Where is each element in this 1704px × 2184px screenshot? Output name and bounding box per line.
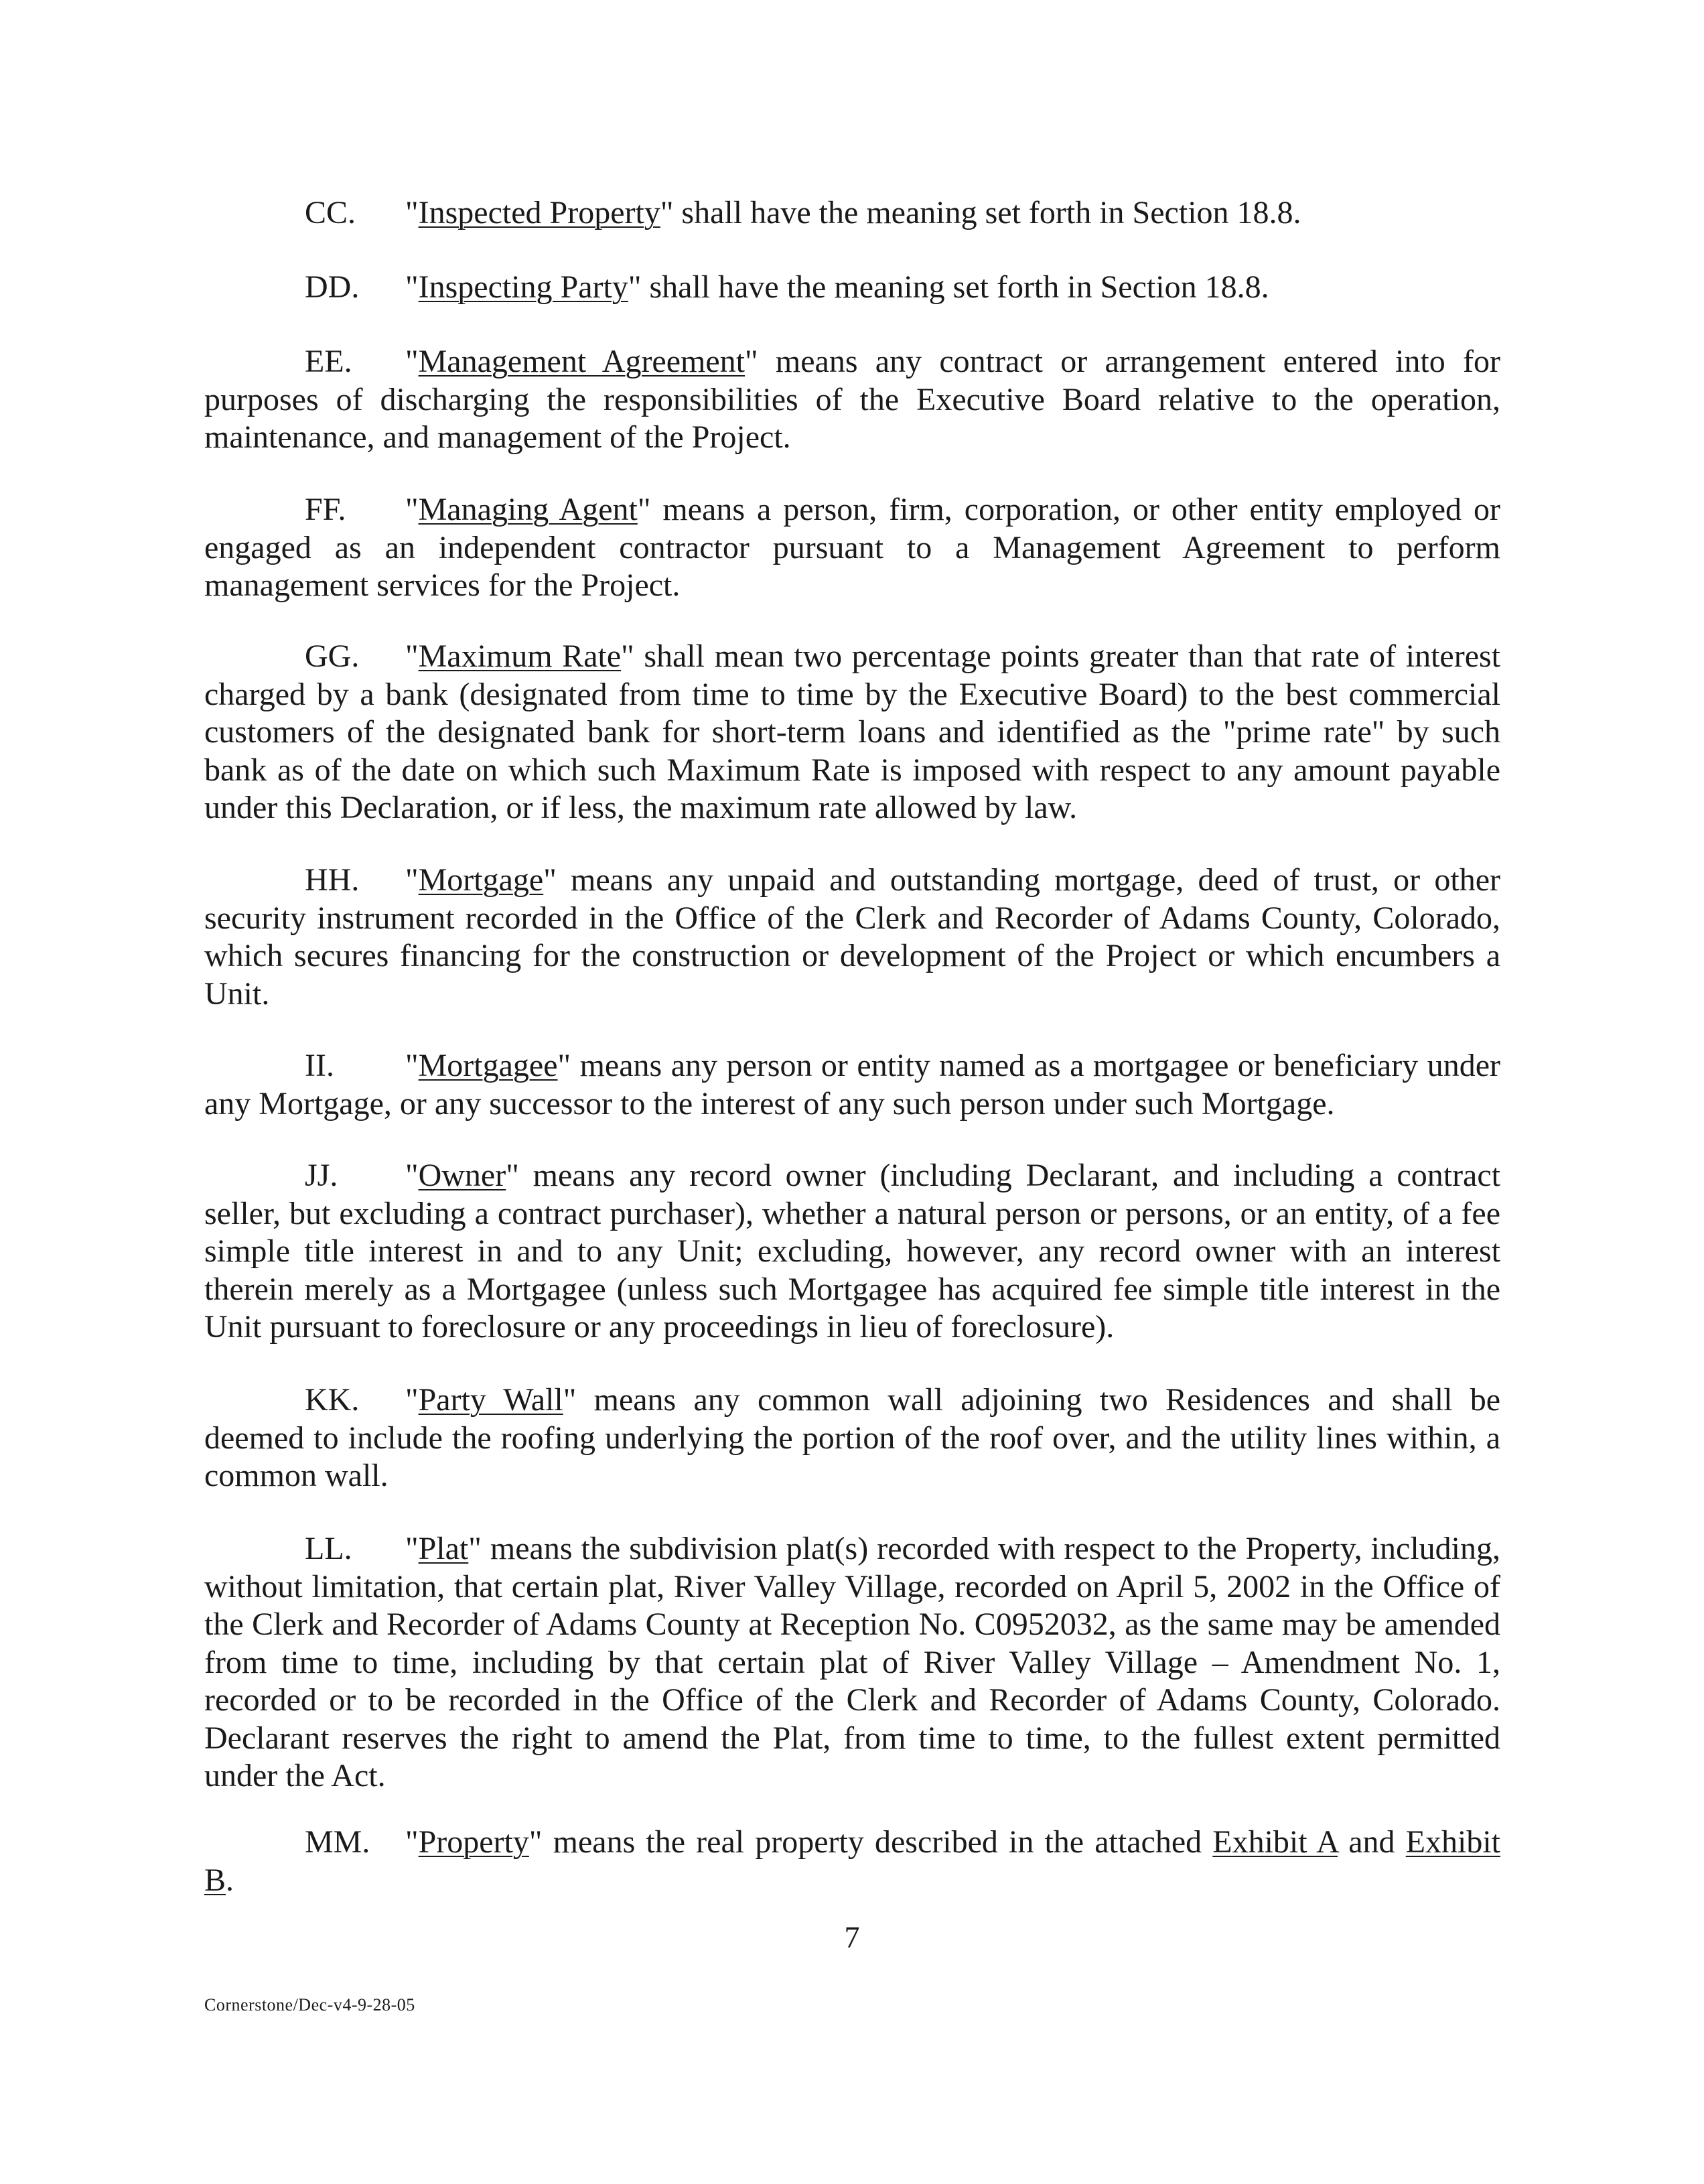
definition-label: KK. xyxy=(305,1382,360,1418)
definition-text: shall mean two percentage points greater than that rate of interest charged by a bank (designated from time to time by the Executive Board) to the best commercial customers of the designated bank for short-term loans and identified as the "prime rate" by such bank as of the date on which such Maximum Rate is imposed with respect to any amount payable under this Declaration, or if less, the maximum rate allowed by law. xyxy=(204,638,1501,825)
definition-text: means any unpaid and outstanding mortgage, deed of trust, or other security instrument recorded in the Office of the Clerk and Recorder of Adams County, Colorado, which secures financing for the construction or development of the Project or which encumbers a Unit. xyxy=(204,862,1500,1012)
document-footer: Cornerstone/Dec-v4-9-28-05 xyxy=(204,1995,415,2015)
definition-label: CC. xyxy=(305,195,356,230)
defined-term: Property xyxy=(418,1824,529,1860)
definition-text: means any person or entity named as a mortgagee or beneficiary under any Mortgage, or any successor to the interest of any such person under such Mortgage. xyxy=(204,1048,1500,1121)
definition-label: MM. xyxy=(305,1824,370,1860)
definition-ll: LL. "Plat" means the subdivision plat(s) recorded with respect to the Property, including, without limitation, that certain plat, River Valley Village, recorded on April 5, 2002 in the Office of the Clerk and Recorder of Adams County at Reception No. C0952032, as the same may be amended from time to time, including by that certain plat of River Valley Village – Amendment No. 1, recorded or to be recorded in the Office of the Clerk and Recorder of Adams County, Colorado. Declarant reserves the right to amend the Plat, from time to time, to the fullest extent permitted under the Act. xyxy=(204,1531,1500,1793)
definition-ee: EE. "Management Agreement" means any contract or arrangement entered into for purposes of discharging the responsibilities of the Executive Board relative to the operation, maintenance, and management of the Project. xyxy=(204,344,1501,455)
definition-label: DD. xyxy=(305,269,360,305)
definition-text: shall have the meaning set forth in Section 18.8. xyxy=(641,269,1269,305)
definition-ii: II. "Mortgagee" means any person or entity named as a mortgagee or beneficiary under any Mortgage, or any successor to the interest of any such person under such Mortgage. xyxy=(204,1048,1500,1121)
definition-text: means the subdivision plat(s) recorded with respect to the Property, including, without limitation, that certain plat, River Valley Village, recorded on April 5, 2002 in the Office of the Clerk and Recorder of Adams County at Reception No. C0952032, as the same may be amended from time to time, including by that certain plat of River Valley Village – Amendment No. 1, recorded or to be recorded in the Office of the Clerk and Recorder of Adams County, Colorado. Declarant reserves the right to amend the Plat, from time to time, to the fullest extent permitted under the Act. xyxy=(204,1531,1500,1793)
definition-text: means a person, firm, corporation, or other entity employed or engaged as an independent contractor pursuant to a Management Agreement to perform management services for the Project. xyxy=(204,492,1501,603)
defined-term: Mortgage xyxy=(418,862,544,898)
defined-term: Mortgagee xyxy=(418,1048,558,1083)
definition-mm: MM. "Property" means the real property described in the attached Exhibit A and Exhibit B. xyxy=(204,1824,1500,1898)
definition-text: shall have the meaning set forth in Section 18.8. xyxy=(673,195,1301,230)
definition-text: means the real property described in the attached xyxy=(542,1824,1213,1860)
definition-jj: JJ. "Owner" means any record owner (including Declarant, and including a contract seller, but excluding a contract purchaser), whether a natural person or persons, or an entity, of a fee simple title interest in and to any Unit; excluding, however, any record owner with an interest therein merely as a Mortgagee (unless such Mortgagee has acquired fee simple title interest in the Unit pursuant to foreclosure or any proceedings in lieu of foreclosure). xyxy=(204,1158,1500,1345)
defined-term: Managing Agent xyxy=(418,492,638,527)
defined-term: Management Agreement xyxy=(418,344,746,379)
definition-kk: KK. "Party Wall" means any common wall adjoining two Residences and shall be deemed to include the roofing underlying the portion of the roof over, and the utility lines within, a common wall. xyxy=(204,1382,1500,1493)
definition-text: means any contract or arrangement entered into for purposes of discharging the responsibilities of the Executive Board relative to the operation, maintenance, and management of the Project. xyxy=(204,344,1501,455)
definition-label: HH. xyxy=(305,862,360,898)
defined-term: Maximum Rate xyxy=(418,638,622,674)
exhibit-b-reference: Exhibit B xyxy=(204,1824,1500,1898)
definition-label: GG. xyxy=(305,638,360,674)
definition-gg: GG. "Maximum Rate" shall mean two percentage points greater than that rate of interest charged by a bank (designated from time to time by the Executive Board) to the best commercial customers of the designated bank for short-term loans and identified as the "prime rate" by such bank as of the date on which such Maximum Rate is imposed with respect to any amount payable under this Declaration, or if less, the maximum rate allowed by law. xyxy=(204,638,1501,825)
defined-term: Inspected Property xyxy=(418,195,660,230)
defined-term: Owner xyxy=(418,1158,506,1193)
definition-text: means any common wall adjoining two Residences and shall be deemed to include the roofing underlying the portion of the roof over, and the utility lines within, a common wall. xyxy=(204,1382,1500,1493)
definition-ff: FF. "Managing Agent" means a person, firm, corporation, or other entity employed or engaged as an independent contractor pursuant to a Management Agreement to perform management services for the Project. xyxy=(204,492,1501,603)
definition-text: means any record owner (including Declarant, and including a contract seller, but excluding a contract purchaser), whether a natural person or persons, or an entity, of a fee simple title interest in and to any Unit; excluding, however, any record owner with an interest therein merely as a Mortgagee (unless such Mortgagee has acquired fee simple title interest in the Unit pursuant to foreclosure or any proceedings in lieu of foreclosure). xyxy=(204,1158,1500,1345)
definition-label: II. xyxy=(305,1048,334,1083)
definition-cc: CC. "Inspected Property" shall have the meaning set forth in Section 18.8. xyxy=(204,194,1500,232)
definition-hh: HH. "Mortgage" means any unpaid and outstanding mortgage, deed of trust, or other security instrument recorded in the Office of the Clerk and Recorder of Adams County, Colorado, which secures financing for the construction or development of the Project or which encumbers a Unit. xyxy=(204,862,1500,1012)
exhibit-a-reference: Exhibit A xyxy=(1212,1824,1338,1860)
definition-label: JJ. xyxy=(305,1158,338,1193)
definition-label: EE. xyxy=(305,344,352,379)
definition-dd: DD. "Inspecting Party" shall have the meaning set forth in Section 18.8. xyxy=(204,269,1500,307)
definition-end: . xyxy=(226,1862,234,1898)
defined-term: Inspecting Party xyxy=(418,269,628,305)
definition-label: FF. xyxy=(305,492,346,527)
page-number: 7 xyxy=(844,1920,860,1954)
definition-label: LL. xyxy=(305,1531,352,1566)
defined-term: Party Wall xyxy=(418,1382,563,1418)
definition-joiner: and xyxy=(1338,1824,1406,1860)
defined-term: Plat xyxy=(418,1531,469,1566)
